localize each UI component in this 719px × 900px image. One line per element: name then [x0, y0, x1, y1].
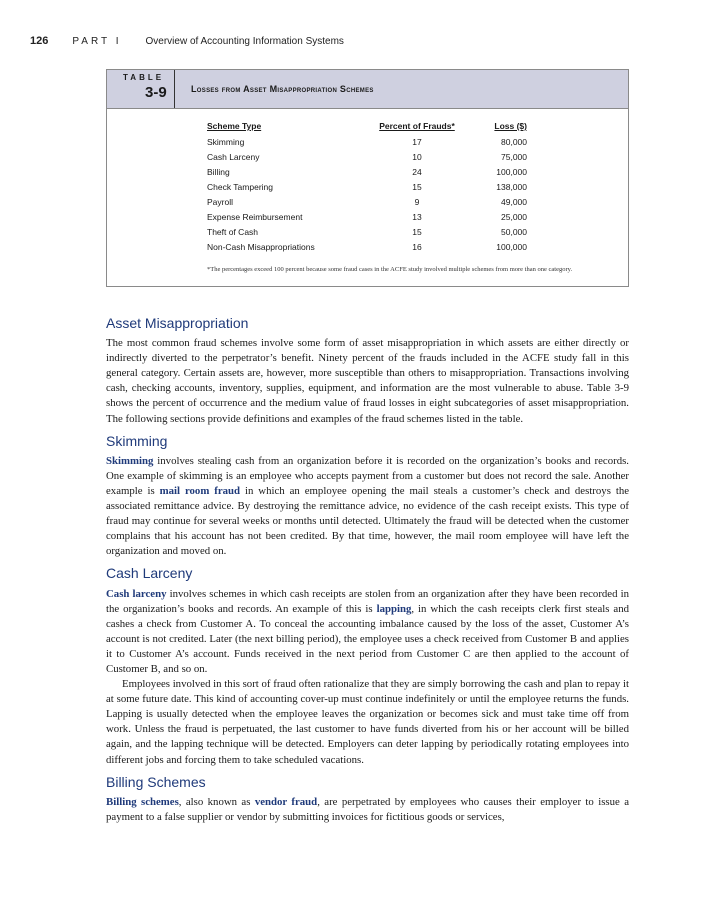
table-head-row [207, 121, 527, 134]
cell-loss: 138,000 [496, 181, 527, 192]
table-row [207, 239, 527, 254]
paragraph: Employees involved in this sort of fraud often rationalize that they are simply borrowing the cash and plan to repay it at some future date. This kind of accounting cover-up must continue indefinitely or until the employee returns the funds. Lapping is usually detected when the employee leaves the organization or becomes sick and must take time off from work. Unless the fraud is perpetuated, the last customer to have funds diverted from his or her account will be billed again, and the lapping technique will be detected. Employers can deter lapping by periodically rotating employees into different jobs and forcing them to take scheduled vacations. [106, 678, 629, 766]
cell-scheme: Expense Reimbursement [207, 211, 303, 222]
table-row [207, 224, 527, 239]
col-loss: Loss ($) [494, 121, 527, 131]
section-asset-misappropriation [106, 316, 629, 427]
paragraph [106, 587, 629, 678]
cell-percent: 15 [412, 181, 422, 192]
running-head [30, 35, 689, 47]
section-billing-schemes [106, 775, 629, 825]
cell-loss: 49,000 [501, 196, 527, 207]
table-3-9 [106, 69, 629, 287]
section-cash-larceny [106, 566, 629, 767]
part-label: PART I [72, 36, 122, 47]
paragraph [106, 795, 629, 825]
cell-loss: 50,000 [501, 226, 527, 237]
heading-asset-misappropriation: Asset Misappropriation [106, 315, 249, 331]
table-label-word: TABLE [123, 73, 165, 82]
term-vendor-fraud: vendor fraud [254, 795, 318, 808]
table-header [107, 70, 628, 109]
cell-percent: 16 [412, 241, 422, 252]
cell-scheme: Cash Larceny [207, 151, 260, 162]
cell-percent: 13 [412, 211, 422, 222]
body-text [106, 316, 629, 832]
cell-scheme: Check Tampering [207, 181, 273, 192]
cell-scheme: Payroll [207, 196, 233, 207]
cell-loss: 80,000 [501, 136, 527, 147]
text-run: involves schemes in which cash receipts are stolen from an organization after they have been recorded in the organization’s books and records. An example of this is [106, 587, 629, 615]
cell-percent: 17 [412, 136, 422, 147]
loss-table [207, 121, 527, 254]
term-cash-larceny: Cash larceny [106, 587, 167, 600]
cell-loss: 75,000 [501, 151, 527, 162]
section-skimming [106, 434, 629, 560]
table-row [207, 149, 527, 164]
paragraph: The most common fraud schemes involve some form of asset misappropriation in which assets are either directly or indirectly diverted to the perpetrator’s benefit. Ninety percent of the frauds included in the ACFE study fall in this general category. Certain assets are, however, more susceptible than others to misappropriation. Transactions involving cash, checking accounts, inventory, supplies, equipment, and information are the most vulnerable to abuse. Table 3-9 shows the percent of occurrence and the medium value of fraud losses in eight subcategories of asset misappropriation. The following sections provide definitions and examples of the fraud schemes listed in the table. [106, 337, 629, 425]
text-run: , in which the cash receipts clerk first steals and cashes a check from Customer A. To conceal the accounting imbalance caused by the loss of the asset, Customer A’s account is not credited. Later (the next billing period), the employee uses a check received from Customer B and applies it to Customer A’s account. Funds received in the next period from Customer C are then applied to the account of Customer B, and so on. [106, 602, 629, 675]
term-billing-schemes: Billing schemes [106, 795, 179, 808]
paragraph [106, 454, 629, 560]
cell-percent: 10 [412, 151, 422, 162]
cell-percent: 15 [412, 226, 422, 237]
table-footnote: *The percentages exceed 100 percent because some fraud cases in the ACFE study involved multiple schemes from more than one category. [207, 266, 573, 273]
cell-loss: 25,000 [501, 211, 527, 222]
cell-scheme: Skimming [207, 136, 245, 147]
chapter-title: Overview of Accounting Information Systems [145, 36, 344, 47]
col-percent: Percent of Frauds* [379, 121, 455, 131]
heading-skimming: Skimming [106, 432, 168, 449]
cell-scheme: Theft of Cash [207, 226, 259, 237]
table-row [207, 209, 527, 224]
text-run: , are perpetrated by employees who causes their employer to issue a payment to a false supplier or vendor by submitting invoices for fictitious goods or services, [106, 795, 629, 823]
table-title: Losses from Asset Misappropriation Schemes [191, 84, 374, 94]
table-row [207, 194, 527, 209]
heading-cash-larceny: Cash Larceny [106, 565, 193, 582]
table-row [207, 134, 527, 149]
cell-percent: 9 [414, 196, 420, 207]
cell-scheme: Billing [207, 166, 230, 177]
term-lapping: lapping [376, 602, 412, 615]
term-skimming: Skimming [106, 454, 154, 467]
text-run: involves stealing cash from an organization before it is recorded on the organization’s books and records. One example of skimming is an employee who accepts payment from a customer but does not record the sale. Another example is [106, 454, 629, 497]
col-scheme-type: Scheme Type [207, 121, 262, 131]
cell-scheme: Non-Cash Misappropriations [207, 241, 315, 252]
text-run: , also known as [178, 795, 255, 808]
cell-loss: 100,000 [496, 166, 527, 177]
page-number: 126 [30, 35, 49, 47]
cell-loss: 100,000 [496, 241, 527, 252]
table-row [207, 164, 527, 179]
term-mail-room-fraud: mail room fraud [159, 484, 241, 497]
table-label-number: 3-9 [145, 84, 167, 101]
cell-percent: 24 [412, 166, 422, 177]
table-row [207, 179, 527, 194]
text-run: in which an employee opening the mail steals a customer’s check and destroys the associated remittance advice. By destroying the remittance advice, no evidence of the cash receipt exists. This type of fraud may continue for several weeks or months until detected. Ultimately the fraud will be detected when the customer complains that his account has not been credited. By that time, however, the mail room employee will have left the organization and moved on. [106, 484, 630, 558]
table-label [107, 70, 175, 108]
heading-billing-schemes: Billing Schemes [106, 773, 206, 790]
